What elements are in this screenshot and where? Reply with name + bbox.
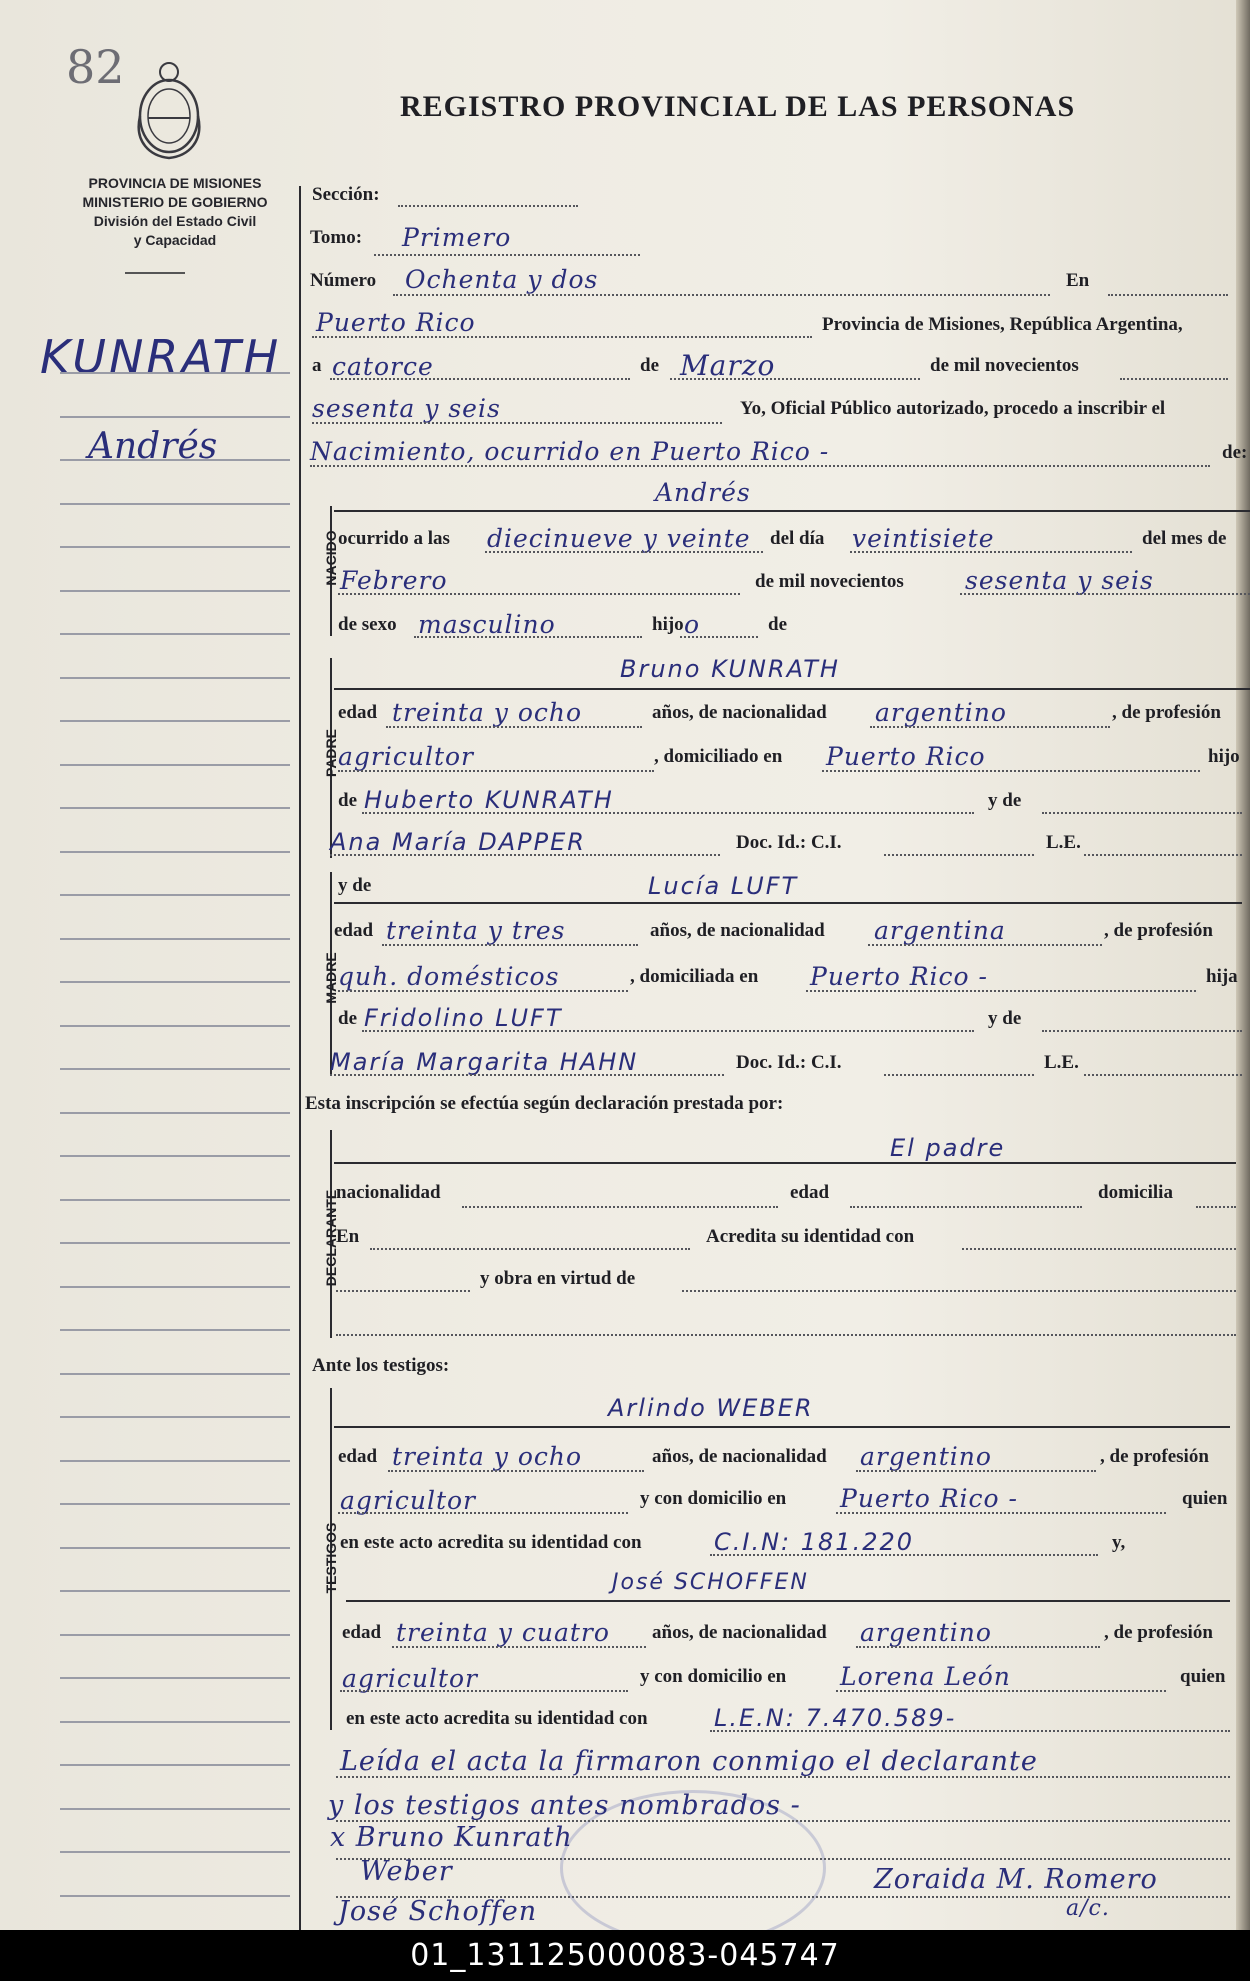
value-anio: sesenta y seis <box>312 394 501 423</box>
margin-line <box>60 1286 290 1288</box>
margin-divider <box>299 186 301 1930</box>
label-quien-2: quien <box>1180 1666 1226 1687</box>
closing-line-1: Leída el acta la firmaron conmigo el declarante <box>340 1746 1038 1777</box>
page-number: 82 <box>66 40 125 94</box>
value-lugar: Puerto Rico <box>316 308 476 337</box>
closing-line-2: y los testigos antes nombrados - <box>328 1790 801 1821</box>
office-underline <box>125 272 185 274</box>
label-en-2: En <box>336 1226 360 1247</box>
label-esta-inscripcion: Esta inscripción se efectúa según declaración prestada por: <box>305 1093 784 1114</box>
label-edad-2: edad <box>334 920 374 941</box>
margin-line <box>60 981 290 983</box>
value-madre-nombre: Lucía LUFT <box>648 872 799 900</box>
label-nacionalidad: años, de nacionalidad <box>652 702 827 723</box>
margin-given-name: Andrés <box>88 426 218 467</box>
value-padre-profesion: agricultor <box>338 742 475 771</box>
margin-line <box>60 1416 290 1418</box>
label-hija: hija <box>1206 966 1238 987</box>
label-y-obra: y obra en virtud de <box>480 1268 636 1289</box>
margin-line <box>60 1808 290 1810</box>
value-abuelo-materno: Fridolino LUFT <box>364 1004 563 1032</box>
value-testigo2-nacionalidad: argentino <box>860 1618 992 1647</box>
label-de-mil-2: de mil novecientos <box>755 571 904 592</box>
margin-line <box>60 1634 290 1636</box>
margin-line <box>60 1547 290 1549</box>
label-nacionalidad-4: años, de nacionalidad <box>652 1446 827 1467</box>
office-line: PROVINCIA DE MISIONES <box>88 175 262 191</box>
margin-line <box>60 1460 290 1462</box>
side-label-testigos: TESTIGOS <box>323 1522 339 1594</box>
signature-suffix: a/c. <box>1066 1896 1110 1921</box>
value-nacido-anio: sesenta y seis <box>965 566 1154 595</box>
label-del-dia: del día <box>770 528 825 549</box>
label-nacionalidad-5: años, de nacionalidad <box>652 1622 827 1643</box>
label-edad: edad <box>338 702 378 723</box>
margin-line <box>60 1851 290 1853</box>
label-a: a <box>312 355 322 376</box>
label-de-4: de <box>338 1008 357 1029</box>
value-hora: diecinueve y veinte <box>487 524 751 553</box>
label-hijo-2: hijo <box>1208 746 1240 767</box>
margin-line <box>60 633 290 635</box>
margin-line <box>60 807 290 809</box>
label-domicilia: domicilia <box>1098 1182 1173 1203</box>
label-profesion-2: , de profesión <box>1104 920 1213 941</box>
label-de-colon: de: <box>1222 442 1248 463</box>
signature-oficial: Zoraida M. Romero <box>874 1864 1158 1895</box>
label-numero: Número <box>310 270 377 291</box>
signature-testigo2: José Schoffen <box>338 1896 538 1927</box>
label-ante-testigos: Ante los testigos: <box>312 1355 450 1376</box>
margin-line <box>60 1503 290 1505</box>
label-le: L.E. <box>1046 832 1081 853</box>
value-testigo1-documento: C.I.N: 181.220 <box>714 1528 915 1556</box>
office-block <box>60 174 290 250</box>
margin-line <box>60 1199 290 1201</box>
coat-of-arms-icon <box>132 52 206 164</box>
margin-line <box>60 720 290 722</box>
label-en-este-acto-2: en este acto acredita su identidad con <box>346 1708 648 1729</box>
label-tomo: Tomo: <box>310 227 363 248</box>
office-line: División del Estado Civil <box>93 213 257 229</box>
label-con-domicilio: y con domicilio en <box>640 1488 787 1509</box>
value-nacido-dia: veintisiete <box>852 524 995 553</box>
value-numero: Ochenta y dos <box>405 265 599 294</box>
value-abuela-paterna: Ana María DAPPER <box>330 828 586 856</box>
signature-testigo1: Weber <box>360 1856 453 1887</box>
margin-line <box>60 1895 290 1897</box>
office-line: y Capacidad <box>133 232 217 248</box>
label-en: En <box>1066 270 1090 291</box>
label-de-2: de <box>768 614 787 635</box>
label-profesion-4: , de profesión <box>1104 1622 1213 1643</box>
label-edad-3: edad <box>790 1182 830 1203</box>
value-sexo: masculino <box>418 610 556 639</box>
margin-line <box>60 851 290 853</box>
value-nacido-nombre: Andrés <box>655 478 751 507</box>
label-y-de: y de <box>988 790 1022 811</box>
margin-line <box>60 1590 290 1592</box>
margin-line <box>60 459 290 461</box>
label-nacionalidad-2: años, de nacionalidad <box>650 920 825 941</box>
label-de-mil: de mil novecientos <box>930 355 1079 376</box>
value-testigo2-edad: treinta y cuatro <box>396 1618 610 1647</box>
margin-line <box>60 590 290 592</box>
label-doc-id: Doc. Id.: C.I. <box>736 832 842 853</box>
label-doc-id-2: Doc. Id.: C.I. <box>736 1052 842 1073</box>
value-testigo1-profesion: agricultor <box>340 1486 477 1515</box>
value-padre-nombre: Bruno KUNRATH <box>620 655 840 683</box>
value-madre-edad: treinta y tres <box>386 916 566 945</box>
value-testigo1-domicilio: Puerto Rico - <box>840 1484 1018 1513</box>
margin-line <box>60 938 290 940</box>
value-testigo2-profesion: agricultor <box>342 1664 479 1693</box>
value-hecho: Nacimiento, ocurrido en Puerto Rico - <box>310 437 830 466</box>
value-hijo-suffix: o <box>684 610 701 639</box>
value-abuela-materna: María Margarita HAHN <box>330 1048 639 1076</box>
value-padre-nacionalidad: argentino <box>875 698 1007 727</box>
margin-line <box>60 677 290 679</box>
value-testigo1-nombre: Arlindo WEBER <box>608 1394 814 1422</box>
label-domiciliada: , domiciliada en <box>630 966 759 987</box>
side-label-padre: PADRE <box>323 729 339 777</box>
margin-line <box>60 1764 290 1766</box>
label-yo-oficial: Yo, Oficial Público autorizado, procedo a inscribir el <box>740 398 1166 419</box>
value-abuelo-paterno: Huberto KUNRATH <box>364 786 614 814</box>
label-con-domicilio-2: y con domicilio en <box>640 1666 787 1687</box>
label-profesion: , de profesión <box>1112 702 1221 723</box>
margin-line <box>60 1242 290 1244</box>
margin-line <box>60 894 290 896</box>
margin-line <box>60 1373 290 1375</box>
margin-line <box>60 1025 290 1027</box>
margin-line <box>60 1155 290 1157</box>
side-label-nacido: NACIDO <box>323 530 339 586</box>
margin-line <box>60 1068 290 1070</box>
margin-line <box>60 372 290 374</box>
label-nacionalidad-3: nacionalidad <box>336 1182 441 1203</box>
margin-surname: KUNRATH <box>40 330 282 384</box>
file-id-bar: 01_131125000083-045747 <box>0 1930 1250 1981</box>
label-edad-5: edad <box>342 1622 382 1643</box>
margin-line <box>60 503 290 505</box>
value-declarante: El padre <box>890 1134 1006 1162</box>
label-en-este-acto: en este acto acredita su identidad con <box>340 1532 642 1553</box>
value-testigo2-nombre: José SCHOFFEN <box>612 1570 809 1595</box>
margin-line <box>60 1721 290 1723</box>
label-de-3: de <box>338 790 357 811</box>
margin-line <box>60 1677 290 1679</box>
label-y-de-3: y de <box>988 1008 1022 1029</box>
value-madre-nacionalidad: argentina <box>874 916 1006 945</box>
side-label-madre: MADRE <box>323 952 339 1004</box>
value-tomo: Primero <box>402 223 512 252</box>
document-title: REGISTRO PROVINCIAL DE LAS PERSONAS <box>400 90 1076 123</box>
margin-line <box>60 1112 290 1114</box>
margin-line <box>60 1329 290 1331</box>
label-seccion: Sección: <box>312 184 380 205</box>
margin-line <box>60 764 290 766</box>
margin-line <box>60 416 290 418</box>
label-le-2: L.E. <box>1044 1052 1079 1073</box>
label-profesion-3: , de profesión <box>1100 1446 1209 1467</box>
label-edad-4: edad <box>338 1446 378 1467</box>
label-hijo: hijo <box>652 614 684 635</box>
value-dia: catorce <box>332 352 434 381</box>
office-line: MINISTERIO DE GOBIERNO <box>82 194 268 210</box>
margin-line <box>60 546 290 548</box>
page-edge <box>1236 0 1250 1930</box>
label-quien: quien <box>1182 1488 1228 1509</box>
label-del-mes: del mes de <box>1142 528 1227 549</box>
value-madre-domicilio: Puerto Rico - <box>810 962 988 991</box>
label-de: de <box>640 355 659 376</box>
label-acredita: Acredita su identidad con <box>706 1226 915 1247</box>
value-nacido-mes: Febrero <box>340 566 448 595</box>
label-y-de-2: y de <box>338 875 372 896</box>
value-padre-domicilio: Puerto Rico <box>826 742 986 771</box>
signature-padre: x Bruno Kunrath <box>330 1822 573 1853</box>
label-y-comma: y, <box>1112 1532 1126 1553</box>
value-testigo1-nacionalidad: argentino <box>860 1442 992 1471</box>
label-de-sexo: de sexo <box>338 614 397 635</box>
side-label-declarante: DECLARANTE <box>323 1189 339 1287</box>
label-provincia: Provincia de Misiones, República Argentina, <box>822 314 1183 335</box>
value-testigo1-edad: treinta y ocho <box>392 1442 583 1471</box>
label-ocurrido: ocurrido a las <box>338 528 450 549</box>
value-testigo2-domicilio: Lorena León <box>840 1662 1011 1691</box>
label-domiciliado: , domiciliado en <box>654 746 783 767</box>
value-padre-edad: treinta y ocho <box>392 698 583 727</box>
value-madre-profesion: quh. domésticos <box>338 962 560 991</box>
value-mes: Marzo <box>680 349 776 382</box>
value-testigo2-documento: L.E.N: 7.470.589- <box>714 1704 957 1732</box>
